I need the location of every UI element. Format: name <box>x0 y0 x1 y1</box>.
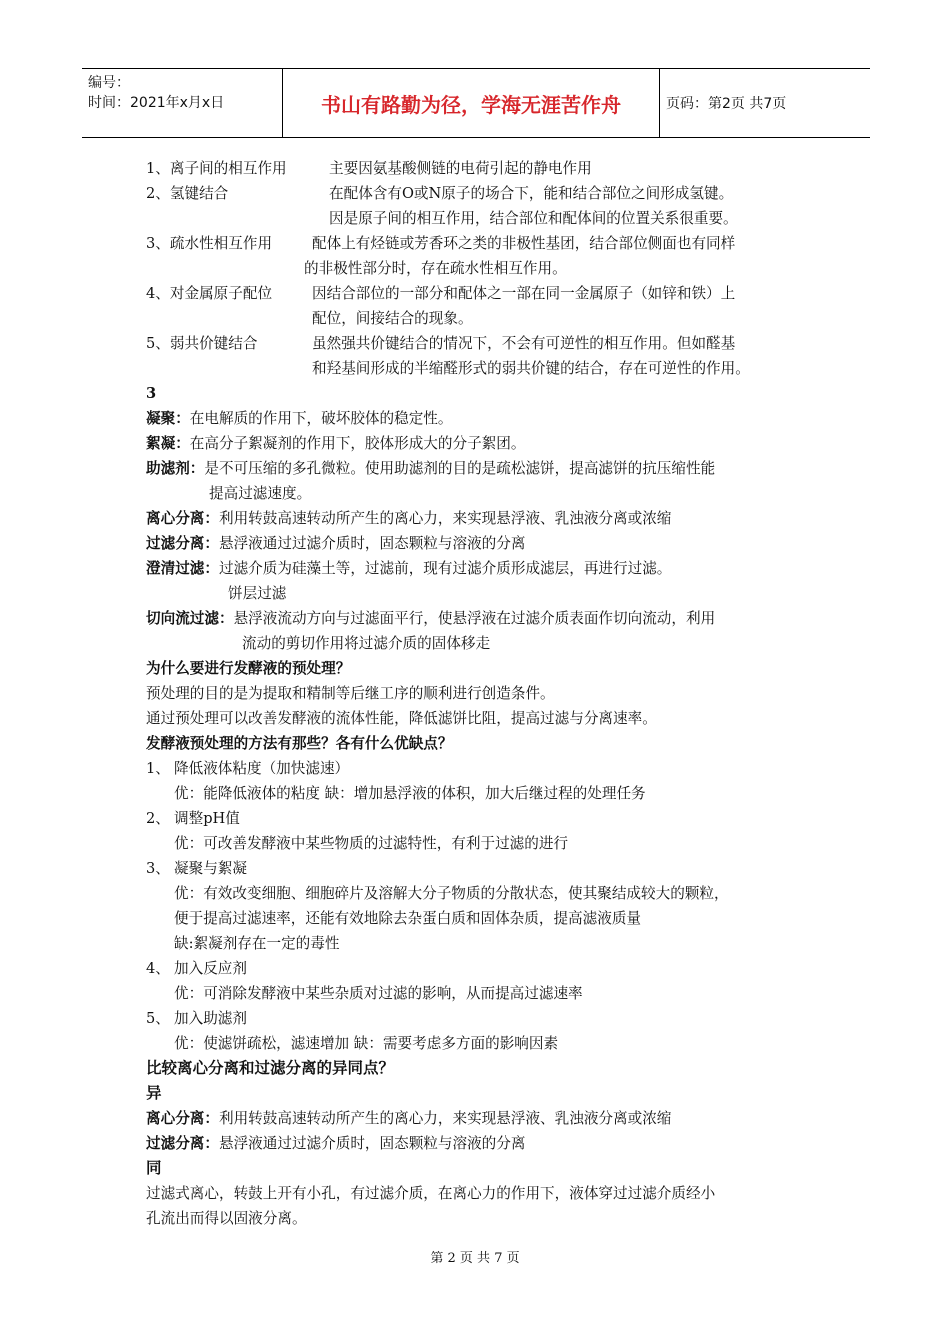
term-clarifying-filtration: 澄清过滤：过滤介质为硅藻土等，过滤前，现有过滤介质形成滤层，再进行过滤。 <box>146 560 672 577</box>
header-left <box>88 73 258 113</box>
interaction-cont-4: 配位，间接结合的现象。 <box>312 310 473 327</box>
interaction-cont-5: 和羟基间形成的半缩醛形式的弱共价键的结合，存在可逆性的作用。 <box>312 360 750 377</box>
interaction-item-2: 2、氢键结合 在配体含有O或N原子的场合下，能和结合部位之间形成氢键。 <box>146 181 816 206</box>
same-line-2: 孔流出而得以固液分离。 <box>146 1210 307 1227</box>
interaction-label: 对金属原子配位 <box>169 285 273 302</box>
method-detail: 优：可改善发酵液中某些物质的过滤特性，有利于过滤的进行 <box>174 835 569 852</box>
method-item-2: 2、 调整pH值 <box>146 810 240 827</box>
interaction-item-5: 5、弱共价键结合 虽然强共价键结合的情况下，不会有可逆性的相互作用。但如醛基 <box>146 331 816 356</box>
interaction-label: 氢键结合 <box>169 185 229 202</box>
term-coagulation: 凝聚：在电解质的作用下，破坏胶体的稳定性。 <box>146 410 453 427</box>
interaction-item-1: 1、离子间的相互作用 主要因氨基酸侧链的电荷引起的静电作用 <box>146 156 816 181</box>
methods-question: 发酵液预处理的方法有那些？各有什么优缺点？ <box>146 735 453 752</box>
interaction-label: 离子间的相互作用 <box>169 160 287 177</box>
term-centrifugation: 离心分离：利用转鼓高速转动所产生的离心力，来实现悬浮液、乳浊液分离或浓缩 <box>146 510 672 527</box>
method-item-1: 1、 降低液体粘度（加快滤速） <box>146 760 350 777</box>
pretreatment-answer-1: 预处理的目的是为提取和精制等后继工序的顺利进行创造条件。 <box>146 685 555 702</box>
term-filter-aid-cont: 提高过滤速度。 <box>209 485 312 502</box>
interaction-label: 弱共价键结合 <box>169 335 258 352</box>
method-detail: 优：使滤饼疏松，滤速增加 缺：需要考虑多方面的影响因素 <box>174 1035 559 1052</box>
method-detail: 优：能降低液体的粘度 缺：增加悬浮液的体积，加大后继过程的处理任务 <box>174 785 646 802</box>
document-body <box>146 156 816 1231</box>
same-heading: 同 <box>146 1159 162 1177</box>
diff-filtration: 过滤分离：悬浮液通过过滤介质时，固态颗粒与溶液的分离 <box>146 1135 526 1152</box>
term-filter-aid: 助滤剂：是不可压缩的多孔微粒。使用助滤剂的目的是疏松滤饼，提高滤饼的抗压缩性能 <box>146 460 716 477</box>
interaction-desc: 配体上有烃链或芳香环之类的非极性基团，结合部位侧面也有同样 <box>312 235 736 252</box>
method-item-4: 4、 加入反应剂 <box>146 960 247 977</box>
doc-number-label: 编号： <box>88 75 130 91</box>
motto-text: 书山有路勤为径，学海无涯苦作舟 <box>321 92 621 117</box>
method-item-5: 5、 加入助滤剂 <box>146 1010 247 1027</box>
page-footer: 第 2 页 共 7 页 <box>430 1251 520 1266</box>
compare-question: 比较离心分离和过滤分离的异同点？ <box>146 1059 395 1077</box>
interaction-desc: 因结合部位的一部分和配体之一部在同一金属原子（如锌和铁）上 <box>312 285 736 302</box>
term-tangential-cont: 流动的剪切作用将过滤介质的固体移走 <box>242 635 491 652</box>
term-flocculation: 絮凝：在高分子絮凝剂的作用下，胶体形成大的分子絮团。 <box>146 435 526 452</box>
interaction-label: 疏水性相互作用 <box>169 235 273 252</box>
term-clarifying-cont: 饼层过滤 <box>228 585 287 602</box>
doc-date: 时间：2021年x月x日 <box>88 95 225 111</box>
interaction-item-4: 4、对金属原子配位 因结合部位的一部分和配体之一部在同一金属原子（如锌和铁）上 <box>146 281 816 306</box>
diff-heading: 异 <box>146 1084 162 1102</box>
page-header <box>82 68 870 138</box>
term-filtration: 过滤分离：悬浮液通过过滤介质时，固态颗粒与溶液的分离 <box>146 535 526 552</box>
interaction-desc: 虽然强共价键结合的情况下，不会有可逆性的相互作用。但如醛基 <box>312 335 736 352</box>
method-detail: 优：可消除发酵液中某些杂质对过滤的影响，从而提高过滤速率 <box>174 985 583 1002</box>
diff-centrifugation: 离心分离：利用转鼓高速转动所产生的离心力，来实现悬浮液、乳浊液分离或浓缩 <box>146 1110 672 1127</box>
motto-banner <box>282 69 660 137</box>
method-item-3: 3、 凝聚与絮凝 <box>146 860 247 877</box>
pretreatment-answer-2: 通过预处理可以改善发酵液的流体性能，降低滤饼比阻，提高过滤与分离速率。 <box>146 710 657 727</box>
interaction-desc: 在配体含有O或N原子的场合下，能和结合部位之间形成氢键。 <box>329 185 734 202</box>
page-info: 页码：第2页 共7页 <box>666 96 787 112</box>
method-detail: 优：有效改变细胞、细胞碎片及溶解大分子物质的分散状态，使其聚结成较大的颗粒， <box>174 885 729 902</box>
section-heading: 3 <box>146 385 157 402</box>
method-detail: 便于提高过滤速率，还能有效地除去杂蛋白质和固体杂质，提高滤液质量 <box>174 910 642 927</box>
interaction-desc: 主要因氨基酸侧链的电荷引起的静电作用 <box>329 160 592 177</box>
interaction-item-3: 3、疏水性相互作用 配体上有烃链或芳香环之类的非极性基团，结合部位侧面也有同样 <box>146 231 816 256</box>
interaction-cont-3: 的非极性部分时，存在疏水性相互作用。 <box>304 260 567 277</box>
same-line-1: 过滤式离心，转鼓上开有小孔，有过滤介质，在离心力的作用下，液体穿过过滤介质经小 <box>146 1185 716 1202</box>
pretreatment-question: 为什么要进行发酵液的预处理？ <box>146 660 351 677</box>
term-tangential-filtration: 切向流过滤：悬浮液流动方向与过滤面平行，使悬浮液在过滤介质表面作切向流动，利用 <box>146 610 716 627</box>
interaction-cont-2: 因是原子间的相互作用，结合部位和配体间的位置关系很重要。 <box>329 210 738 227</box>
method-detail: 缺:絮凝剂存在一定的毒性 <box>174 935 340 952</box>
